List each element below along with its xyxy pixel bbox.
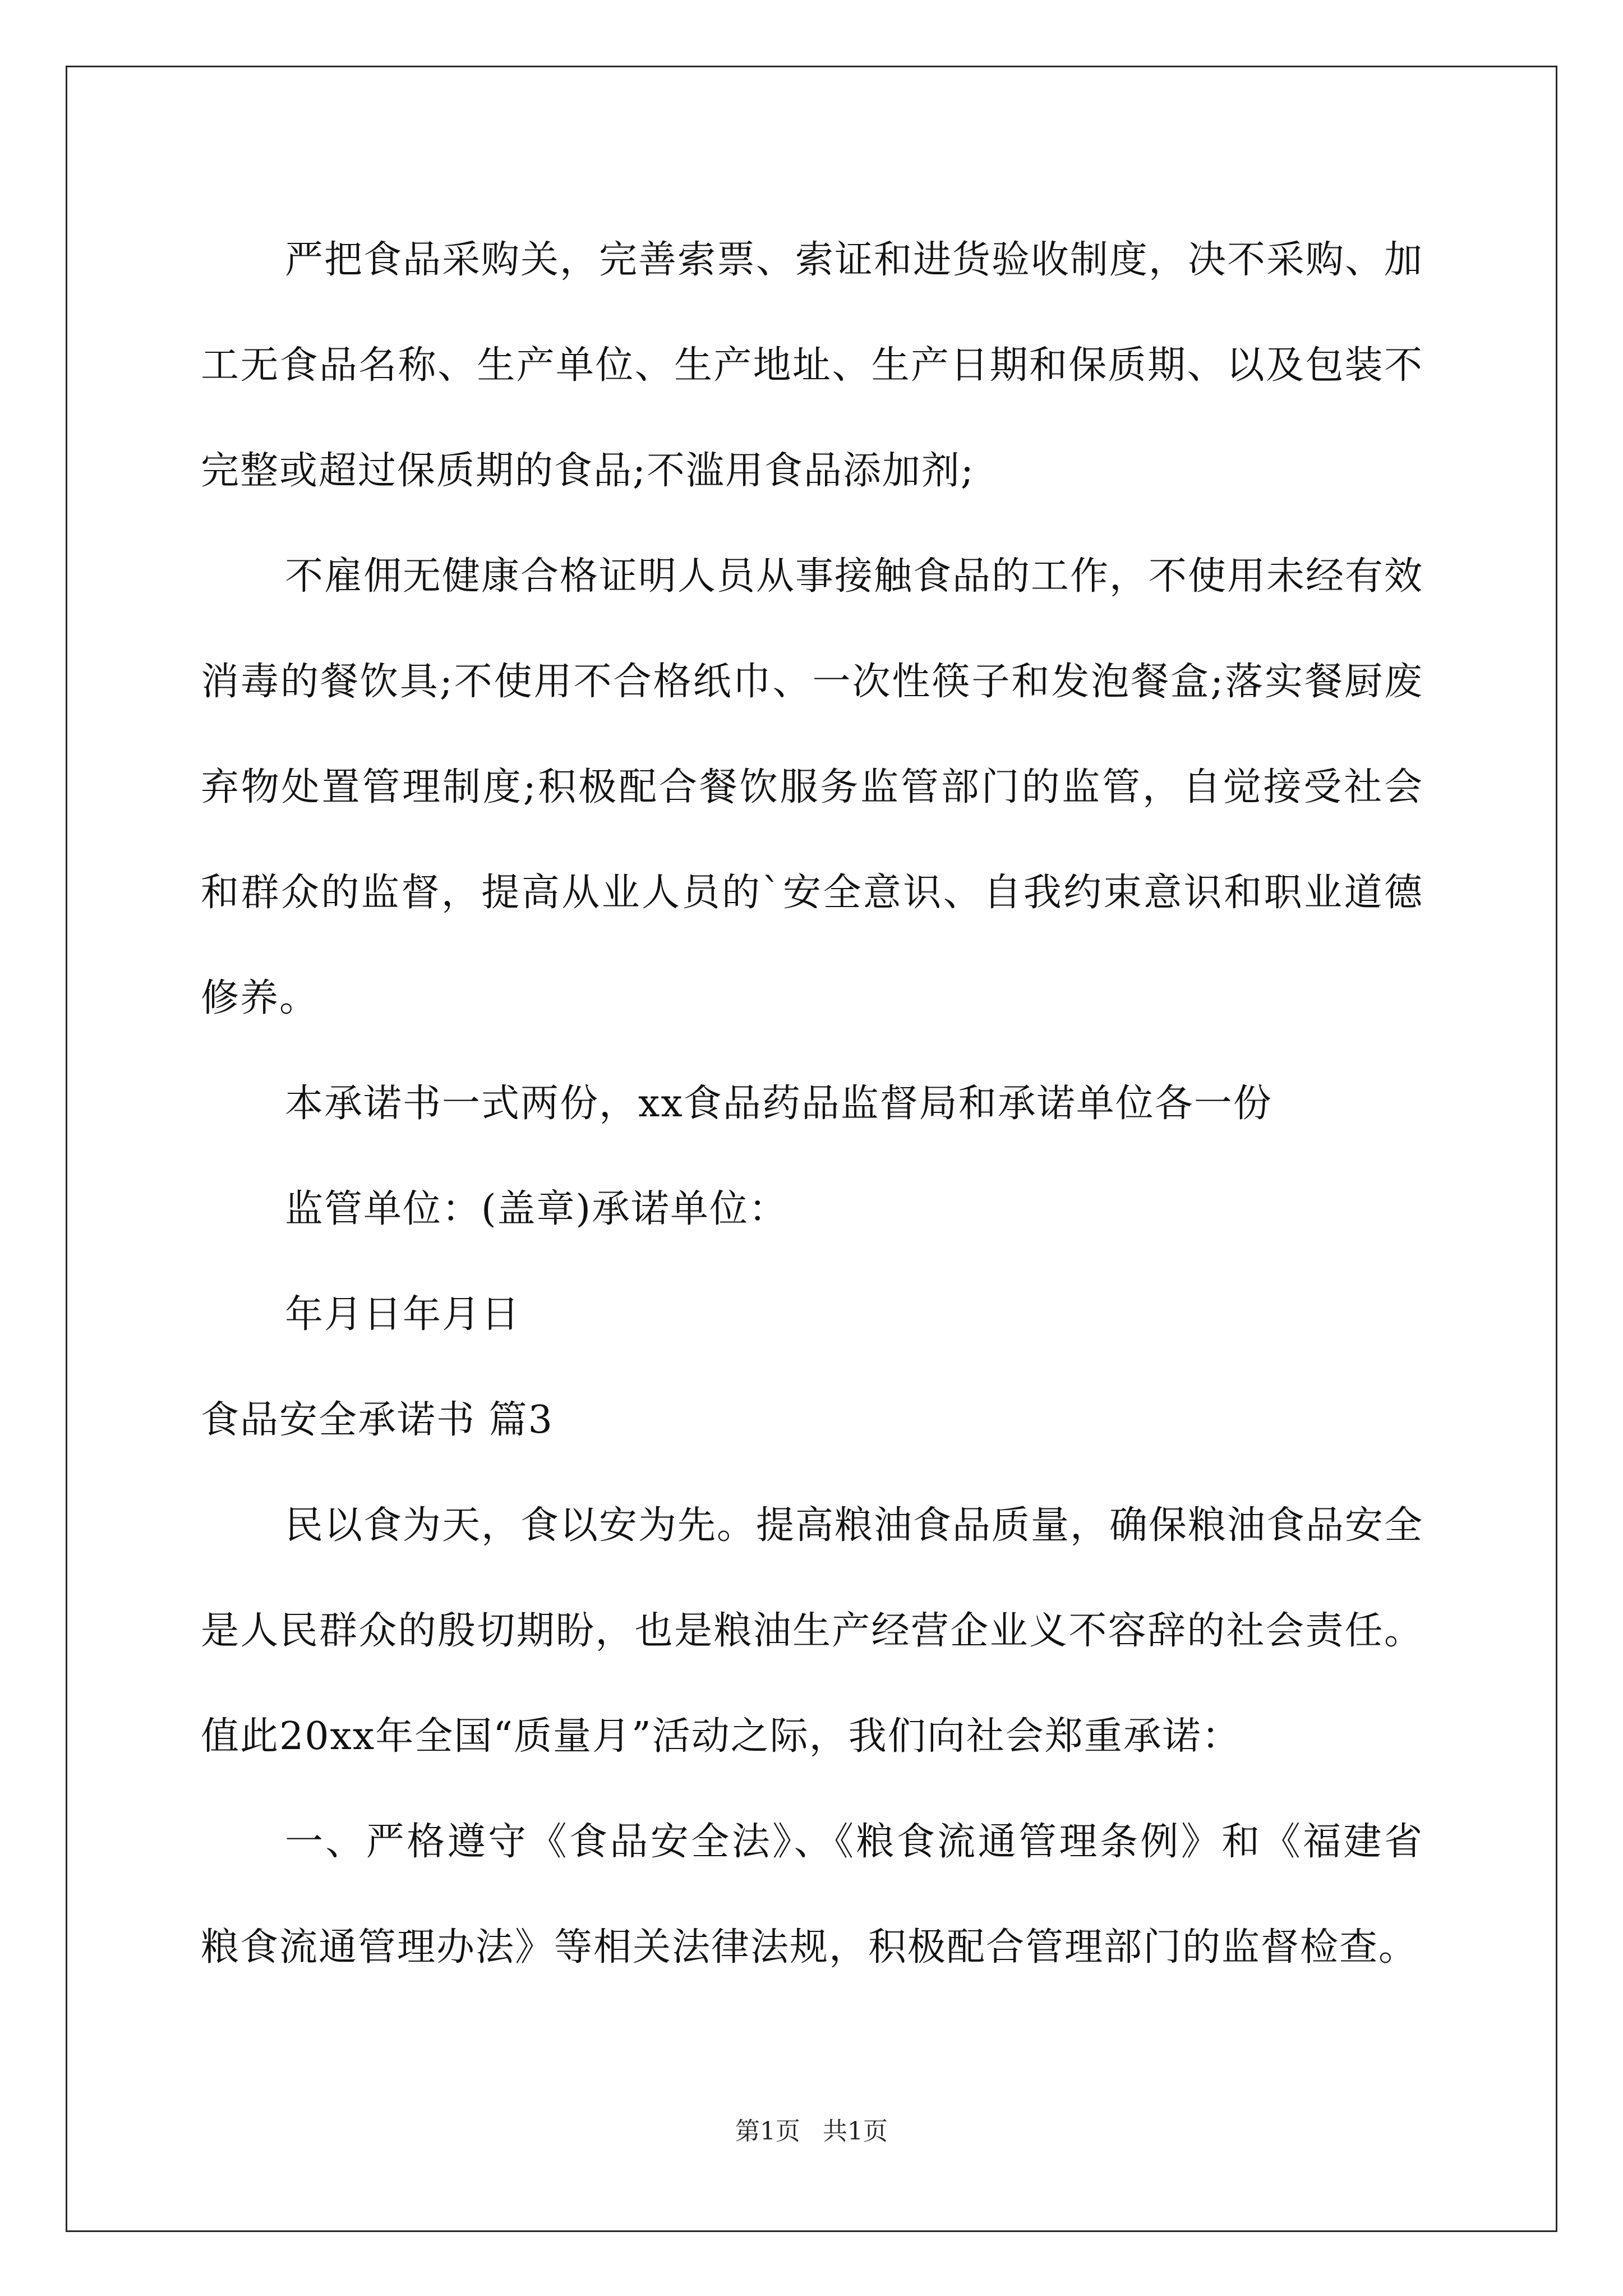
page-number-current: 第1页 (735, 2117, 800, 2146)
paragraph-copies: 本承诺书一式两份，xx食品药品监督局和承诺单位各一份 (285, 1082, 1272, 1126)
page-number-total: 共1页 (823, 2117, 888, 2146)
page-footer (0, 2115, 1623, 2148)
section-heading: 食品安全承诺书 篇3 (201, 1398, 554, 1442)
paragraph-pledge-one: 一、严格遵守《食品安全法》、《粮食流通管理条例》和《福建省粮食流通管理办法》等相关法律法规，积极配合管理部门的监督检查。 (201, 1820, 1423, 1970)
paragraph-signature-units: 监管单位：(盖章)承诺单位： (285, 1187, 789, 1231)
paragraph-intro-pledge: 民以食为天，食以安为先。提高粮油食品质量，确保粮油食品安全是人民群众的殷切期盼，也是粮油生产经营企业义不容辞的社会责任。值此20xx年全国“质量月”活动之际，我们向社会郑重承诺： (201, 1503, 1424, 1759)
document-body (201, 208, 1423, 2000)
paragraph-staff-hygiene: 不雇佣无健康合格证明人员从事接触食品的工作，不使用未经有效消毒的餐饮具;不使用不合格纸巾、一次性筷子和发泡餐盒;落实餐厨废弃物处置管理制度;积极配合餐饮服务监管部门的监管，自觉接受社会和群众的监督，提高从业人员的`安全意识、自我约束意识和职业道德修养。 (201, 554, 1424, 1020)
paragraph-dates: 年月日年月日 (285, 1292, 521, 1337)
paragraph-procurement: 严把食品采购关，完善索票、索证和进货验收制度，决不采购、加工无食品名称、生产单位、生产地址、生产日期和保质期、以及包装不完整或超过保质期的食品;不滥用食品添加剂; (201, 238, 1424, 493)
